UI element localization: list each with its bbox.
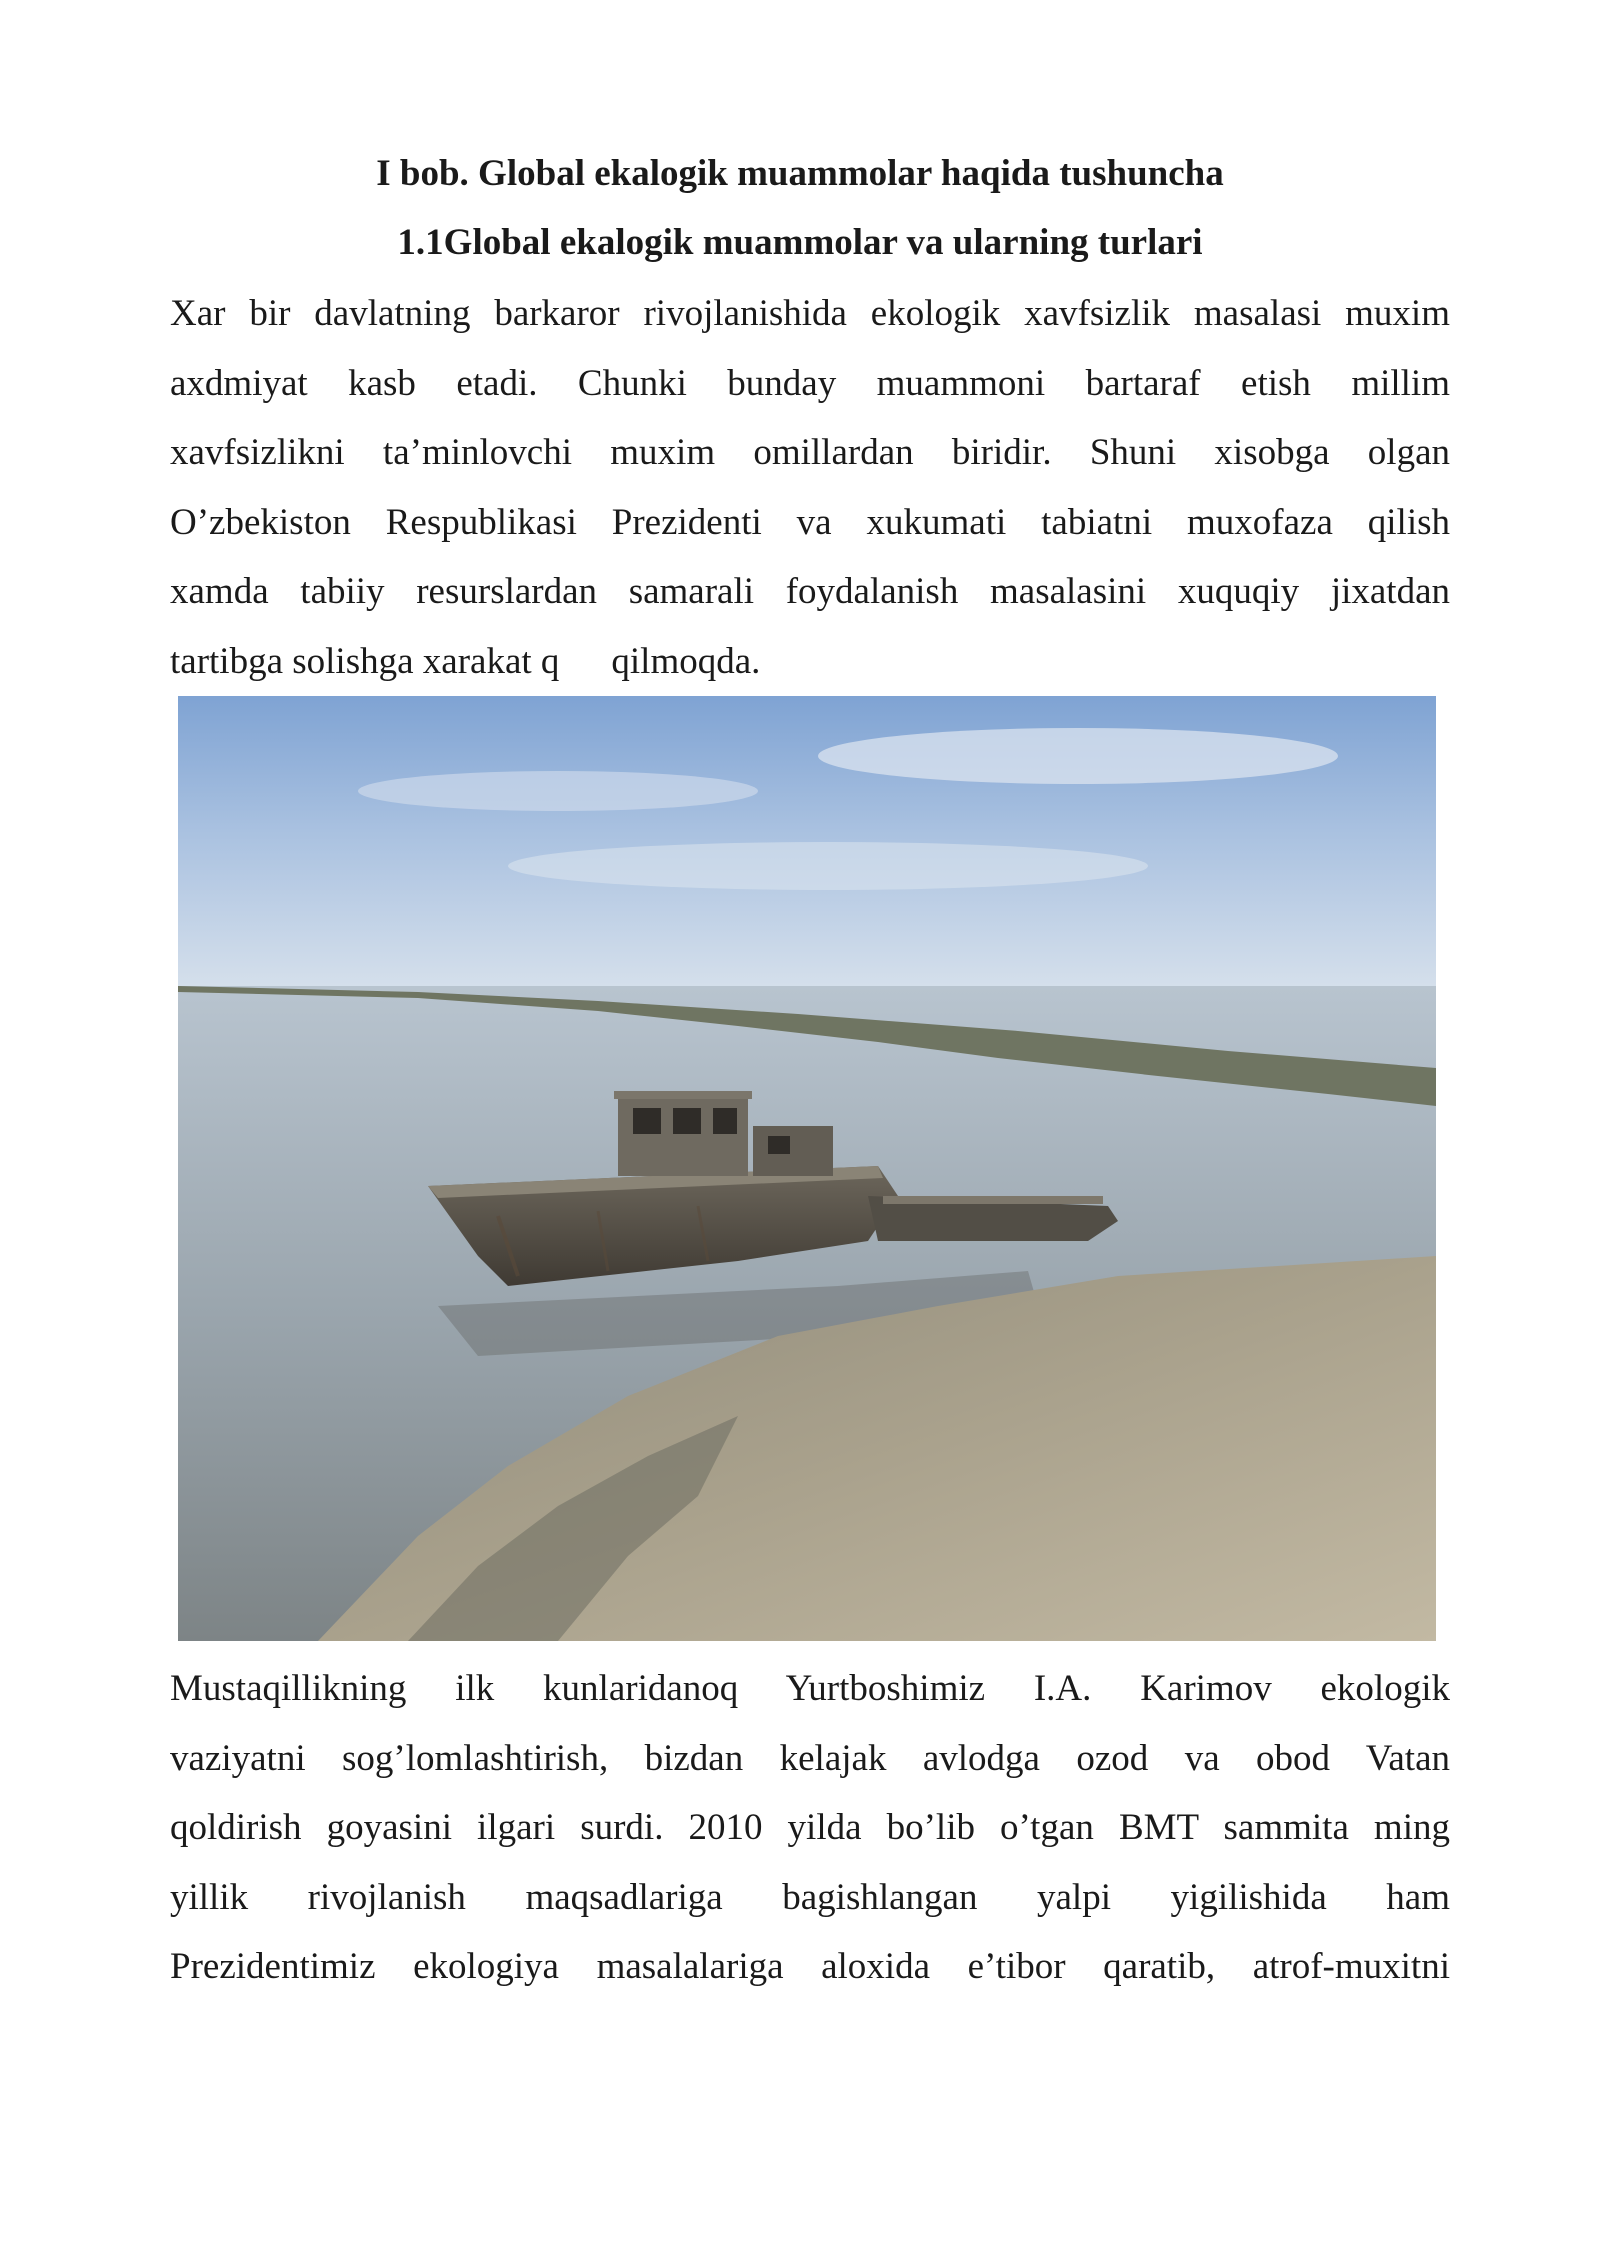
text-line: xavfsizlikni ta’minlovchi muxim omillardan biridir. Shuni xisobga olgan (170, 432, 1450, 473)
section-title: 1.1Global ekalogik muammolar va ularning turlari (397, 222, 1203, 263)
text-line: xamda tabiiy resurslardan samarali foydalanish masalasini xuquqiy jixatdan (170, 571, 1450, 612)
text-line: vaziyatni sog’lomlashtirish, bizdan kelajak avlodga ozod va obod Vatan (170, 1737, 1450, 1779)
text-fragment: tartibga solishga xarakat q (170, 640, 560, 682)
paragraph-intro (170, 279, 1450, 696)
paragraph-continuation (170, 1654, 1450, 2002)
text-line: qoldirish goyasini ilgari surdi. 2010 yilda bo’lib o’tgan BMT sammita ming (170, 1807, 1450, 1848)
abandoned-ship-photo (178, 696, 1436, 1641)
text-line: Xar bir davlatning barkaror rivojlanishida ekologik xavfsizlik masalasi muxim (170, 293, 1450, 334)
text-line: Prezidentimiz ekologiya masalalariga aloxida e’tibor qaratib, atrof-muxitni (170, 1946, 1450, 1987)
text-line (170, 627, 1450, 697)
text-line: O’zbekiston Respublikasi Prezidenti va xukumati tabiatni muxofaza qilish (170, 501, 1450, 543)
text-fragment: qilmoqda. (611, 640, 761, 682)
text-line: Mustaqillikning ilk kunlaridanoq Yurtboshimiz I.A. Karimov ekologik (170, 1668, 1450, 1709)
text-line: axdmiyat kasb etadi. Chunki bunday muammoni bartaraf etish millim (170, 362, 1450, 404)
chapter-title: I bob. Global ekalogik muammolar haqida tushuncha (376, 153, 1224, 194)
text-line: yillik rivojlanish maqsadlariga bagishlangan yalpi yigilishida ham (170, 1876, 1450, 1918)
